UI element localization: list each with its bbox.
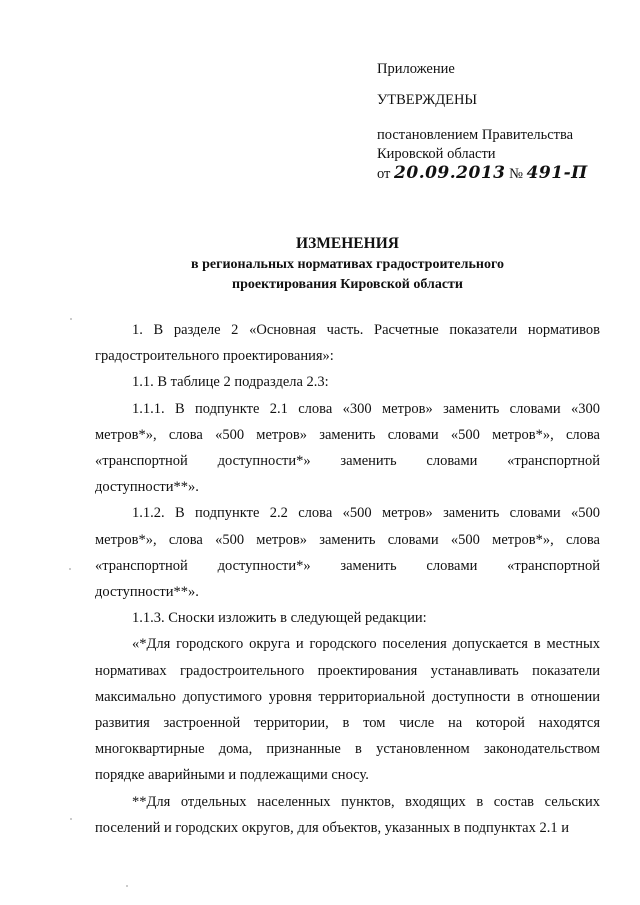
number-label: № (509, 166, 523, 182)
decree-line-1: постановлением Правительства (377, 127, 574, 143)
title-sub-line-2: проектирования Кировской области (232, 277, 463, 292)
document-title (95, 233, 600, 295)
paragraph-1: 1. В разделе 2 «Основная часть. Расчетные показатели нормативов градостроительного проектирования»: (95, 322, 600, 365)
document-body (95, 317, 600, 841)
approval-header (377, 60, 617, 184)
from-label: от (377, 166, 391, 182)
title-sub-line-1: в региональных нормативах градостроительного (191, 257, 504, 272)
approved-label: УТВЕРЖДЕНЫ (377, 92, 478, 108)
scan-speck (70, 318, 72, 320)
footnote-2: **Для отдельных населенных пунктов, входящих в состав сельских поселений и городских округов, для объектов, указанных в подпунктах 2.1 и (95, 793, 600, 836)
paragraph-1-1-2: 1.1.2. В подпункте 2.2 слова «500 метров» заменить словами «500 метров*», слова «500 метров» заменить словами «500 метров*», слова «транспортной доступности*» заменить словами «транспортной доступности**». (95, 505, 600, 601)
scan-speck (126, 885, 128, 887)
paragraph-1-1: 1.1. В таблице 2 подраздела 2.3: (132, 374, 329, 391)
title-main: ИЗМЕНЕНИЯ (296, 235, 399, 252)
handwritten-date: 20.09.2013 (394, 163, 506, 183)
scan-speck (70, 818, 72, 820)
appendix-label: Приложение (377, 61, 455, 77)
decree-date-number (377, 164, 617, 184)
scan-speck (69, 568, 71, 570)
footnote-1: «*Для городского округа и городского поселения допускается в местных нормативах градостроительного проектирования устанавливать показатели максимально допустимого уровня территориальной доступности в отношении развития застроенной территории, в том числе на которой находятся многоквартирные дома, признанные в установленном законодательством порядке аварийными и подлежащими сносу. (95, 636, 600, 784)
decree-line-2: Кировской области (377, 146, 496, 162)
handwritten-number: 491-П (526, 163, 588, 183)
paragraph-1-1-1: 1.1.1. В подпункте 2.1 слова «300 метров» заменить словами «300 метров*», слова «500 метров» заменить словами «500 метров*», слова «транспортной доступности*» заменить словами «транспортной доступности**». (95, 400, 600, 496)
paragraph-1-1-3: 1.1.3. Сноски изложить в следующей редакции: (132, 610, 427, 627)
